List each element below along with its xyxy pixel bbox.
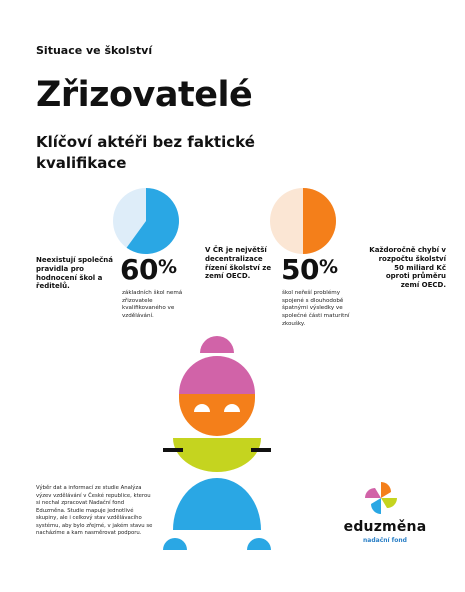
note-evaluation-rules: Neexistují společná pravidla pro hodnocení škol a ředitelů. — [36, 256, 113, 291]
pie-chart-50-slice — [303, 188, 336, 254]
page-subtitle: Klíčoví aktéři bez faktické kvalifikace — [36, 133, 255, 172]
stat-50-unit: % — [318, 256, 338, 278]
eduzmena-logo-icon — [361, 478, 401, 518]
figure-head — [179, 356, 255, 394]
page-title: Zřizovatelé — [36, 75, 253, 115]
pie-chart-50 — [270, 188, 336, 254]
stat-60-unit: % — [157, 256, 177, 278]
logo-subtitle: nadační fond — [363, 537, 407, 544]
figure-bun — [200, 336, 234, 353]
stat-50-description: škol neřeší problémy spojené s dlouhodobě špatnými výsledky ve společné části maturitní zkoušky. — [282, 290, 350, 327]
note-budget-gap: Každoročně chybí v rozpočtu školství 50 miliard Kč oproti průměru zemí OECD. — [369, 246, 446, 289]
section-label: Situace ve školství — [36, 44, 153, 57]
stat-50-number — [281, 253, 338, 286]
logo-name: eduzměna — [343, 519, 427, 535]
note-decentralization: V ČR je největší decentralizace řízení školství ze zemí OECD. — [205, 246, 272, 281]
source-footnote: Výběr dat a informací ze studie Analýza výzev vzdělávání v České republice, kterou si nechal zpracovat Nadační fond Eduzměna. Studie mapuje jednotlivé skupiny, ale i celkový stav vzdělávacího systému, aby bylo zřejmé, v jakém stavu se nacházíme a kam nasměrovat podporu. — [36, 485, 153, 537]
figure-illustration — [155, 330, 281, 550]
figure-right-foot — [247, 538, 271, 550]
figure-face — [179, 394, 255, 436]
figure-left-shoulder — [163, 448, 183, 452]
figure-left-foot — [163, 538, 187, 550]
figure-body — [173, 478, 261, 530]
stat-60-value: 60 — [120, 253, 158, 286]
stat-60-description: základních škol nemá zřizovatele kvalifikovaného ve vzdělávání. — [122, 290, 183, 320]
pie-chart-60 — [113, 188, 179, 254]
stat-60-number — [120, 253, 177, 286]
stat-50-value: 50 — [281, 253, 319, 286]
figure-torso — [173, 438, 261, 472]
figure-right-shoulder — [251, 448, 271, 452]
